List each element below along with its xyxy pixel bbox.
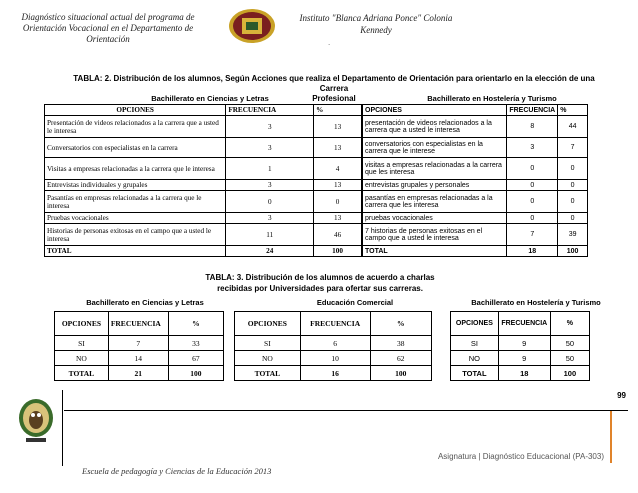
table3-block3-subtitle: Bachillerato en Hostelería y Turismo	[471, 298, 601, 307]
cell-option: NO	[235, 351, 301, 366]
school-emblem-icon	[18, 398, 54, 444]
col-header: OPCIONES	[451, 312, 499, 336]
cell-percent: 50	[550, 336, 589, 351]
cell-percent: 50	[550, 351, 589, 366]
table3-block2	[234, 311, 432, 381]
header-right-line: Kennedy	[360, 25, 392, 35]
table2-right	[362, 104, 588, 257]
cell-total-percent: 100	[314, 246, 362, 257]
institute-logo-icon	[228, 8, 276, 44]
col-header: OPCIONES	[363, 105, 507, 116]
col-header: OPCIONES	[45, 105, 226, 116]
cell-option: entrevistas grupales y personales	[363, 180, 507, 191]
cell-total-label: TOTAL	[363, 246, 507, 257]
cell-frequency: 11	[226, 224, 314, 246]
table2-title-line: Profesional	[312, 94, 356, 103]
cell-percent: 33	[168, 336, 223, 351]
cell-frequency: 1	[226, 158, 314, 180]
table-row	[363, 138, 588, 158]
footer-side-divider	[62, 390, 63, 466]
cell-frequency: 3	[226, 180, 314, 191]
table2-title-line: TABLA: 2. Distribución de los alumnos, Según Acciones que realiza el Departamento de Orientación para orientarlo en la elección de una Carrera	[73, 74, 595, 93]
table-row	[363, 191, 588, 213]
cell-option: Pruebas vocacionales	[45, 213, 226, 224]
cell-frequency: 3	[226, 213, 314, 224]
cell-percent: 0	[558, 180, 588, 191]
table-row	[45, 213, 362, 224]
cell-frequency: 0	[507, 213, 558, 224]
table-row	[363, 224, 588, 246]
table2-left	[44, 104, 362, 257]
cell-option: pasantías en empresas relacionadas a la carrera que les interesa	[363, 191, 507, 213]
page-number: 99	[617, 391, 626, 400]
col-header: FRECUENCIA	[507, 105, 558, 116]
table-row	[55, 336, 224, 351]
cell-option: visitas a empresas relacionadas a la carrera que les interesa	[363, 158, 507, 180]
col-header: OPCIONES	[55, 312, 109, 336]
cell-total-label: TOTAL	[45, 246, 226, 257]
table2-right-subtitle: Bachillerato en Hostelería y Turismo	[427, 94, 557, 103]
col-header: %	[550, 312, 589, 336]
cell-option: Presentación de videos relacionados a la carrera que a usted le interesa	[45, 116, 226, 138]
table-row	[235, 351, 432, 366]
cell-option: pruebas vocacionales	[363, 213, 507, 224]
table-row	[45, 138, 362, 158]
cell-total-percent: 100	[168, 366, 223, 381]
cell-percent: 44	[558, 116, 588, 138]
table-row	[363, 116, 588, 138]
table-total-row	[451, 366, 590, 381]
cell-option: SI	[235, 336, 301, 351]
cell-frequency: 0	[507, 180, 558, 191]
cell-frequency: 3	[226, 138, 314, 158]
cell-percent: 39	[558, 224, 588, 246]
cell-total-percent: 100	[550, 366, 589, 381]
col-header: FRECUENCIA	[300, 312, 370, 336]
cell-frequency: 0	[507, 191, 558, 213]
cell-frequency: 3	[507, 138, 558, 158]
cell-total-frequency: 18	[498, 366, 550, 381]
table3-title-line: recibidas por Universidades para ofertar sus carreras.	[217, 284, 423, 293]
cell-option: Visitas a empresas relacionadas a la carrera que le interesa	[45, 158, 226, 180]
header-left-line: Diagnóstico situacional actual del programa de	[21, 12, 195, 22]
cell-option: NO	[451, 351, 499, 366]
header-right-line: Instituto "Blanca Adriana Ponce" Colonia	[299, 13, 453, 23]
table-row	[45, 116, 362, 138]
cell-option: Pasantías en empresas relacionadas a la carrera que le interesa	[45, 191, 226, 213]
cell-frequency: 10	[300, 351, 370, 366]
cell-option: SI	[451, 336, 499, 351]
cell-percent: 62	[370, 351, 431, 366]
footer-text: Escuela de pedagogía y Ciencias de la Educación 2013	[82, 466, 272, 476]
cell-percent: 0	[558, 191, 588, 213]
table3-title	[180, 272, 460, 294]
cell-total-label: TOTAL	[235, 366, 301, 381]
cell-percent: 13	[314, 213, 362, 224]
cell-option: NO	[55, 351, 109, 366]
table3-block1-subtitle: Bachillerato en Ciencias y Letras	[86, 298, 204, 307]
table-total-row	[363, 246, 588, 257]
cell-option: 7 historias de personas exitosas en el campo que a usted le interesa	[363, 224, 507, 246]
table-total-row	[55, 366, 224, 381]
header-left-title	[8, 12, 208, 45]
table-total-row	[45, 246, 362, 257]
cell-percent: 0	[314, 191, 362, 213]
col-header: %	[314, 105, 362, 116]
cell-total-frequency: 16	[300, 366, 370, 381]
table-row	[451, 351, 590, 366]
cell-frequency: 6	[300, 336, 370, 351]
cell-total-label: TOTAL	[451, 366, 499, 381]
cell-percent: 38	[370, 336, 431, 351]
table3-title-line: TABLA: 3. Distribución de los alumnos de acuerdo a charlas	[205, 273, 435, 282]
col-header: %	[558, 105, 588, 116]
cell-frequency: 0	[507, 158, 558, 180]
course-label: Asignatura | Diagnóstico Educacional (PA-303)	[437, 452, 604, 461]
table-row	[363, 180, 588, 191]
table-row	[45, 158, 362, 180]
cell-percent: 13	[314, 138, 362, 158]
cell-option: Historias de personas exitosas en el campo que a usted le interesa	[45, 224, 226, 246]
table-row	[45, 191, 362, 213]
cell-option: Conversatorios con especialistas en la carrera	[45, 138, 226, 158]
table-row	[235, 336, 432, 351]
cell-percent: 4	[314, 158, 362, 180]
cell-frequency: 8	[507, 116, 558, 138]
cell-percent: 7	[558, 138, 588, 158]
col-header: FRECUENCIA	[498, 312, 550, 336]
cell-percent: 13	[314, 116, 362, 138]
cell-total-label: TOTAL	[55, 366, 109, 381]
cell-percent: 67	[168, 351, 223, 366]
cell-option: Entrevistas individuales y grupales	[45, 180, 226, 191]
table3-block1	[54, 311, 224, 381]
col-header: %	[168, 312, 223, 336]
table-row	[363, 158, 588, 180]
table3-block3	[450, 311, 590, 381]
table-row	[451, 336, 590, 351]
cell-frequency: 9	[498, 336, 550, 351]
cell-frequency: 0	[226, 191, 314, 213]
cell-option: conversatorios con especialistas en la carrera que le interese	[363, 138, 507, 158]
cell-total-percent: 100	[370, 366, 431, 381]
cell-frequency: 7	[507, 224, 558, 246]
table-row	[55, 351, 224, 366]
header-right-title	[286, 12, 466, 36]
col-header: %	[370, 312, 431, 336]
cell-percent: 13	[314, 180, 362, 191]
cell-option: presentación de videos relacionados a la carrera que a usted le interesa	[363, 116, 507, 138]
cell-percent: 46	[314, 224, 362, 246]
table-row	[45, 224, 362, 246]
cell-frequency: 14	[108, 351, 168, 366]
cell-percent: 0	[558, 158, 588, 180]
col-header: OPCIONES	[235, 312, 301, 336]
cell-option: SI	[55, 336, 109, 351]
header-left-line: Orientación Vocacional en el Departamento de	[22, 23, 194, 33]
cell-total-percent: 100	[558, 246, 588, 257]
cell-total-frequency: 18	[507, 246, 558, 257]
table2-left-subtitle: Bachillerato en Ciencias y Letras	[151, 94, 269, 103]
table-total-row	[235, 366, 432, 381]
table-row	[45, 180, 362, 191]
cell-total-frequency: 21	[108, 366, 168, 381]
col-header: FRECUENCIA	[108, 312, 168, 336]
cell-frequency: 3	[226, 116, 314, 138]
cell-percent: 0	[558, 213, 588, 224]
cell-frequency: 7	[108, 336, 168, 351]
cell-total-frequency: 24	[226, 246, 314, 257]
table3-block2-subtitle: Educación Comercial	[316, 298, 394, 307]
header-dot: .	[328, 38, 331, 47]
header-left-line: Orientación	[86, 34, 130, 44]
table-row	[363, 213, 588, 224]
col-header: FRECUENCIA	[226, 105, 314, 116]
cell-frequency: 9	[498, 351, 550, 366]
